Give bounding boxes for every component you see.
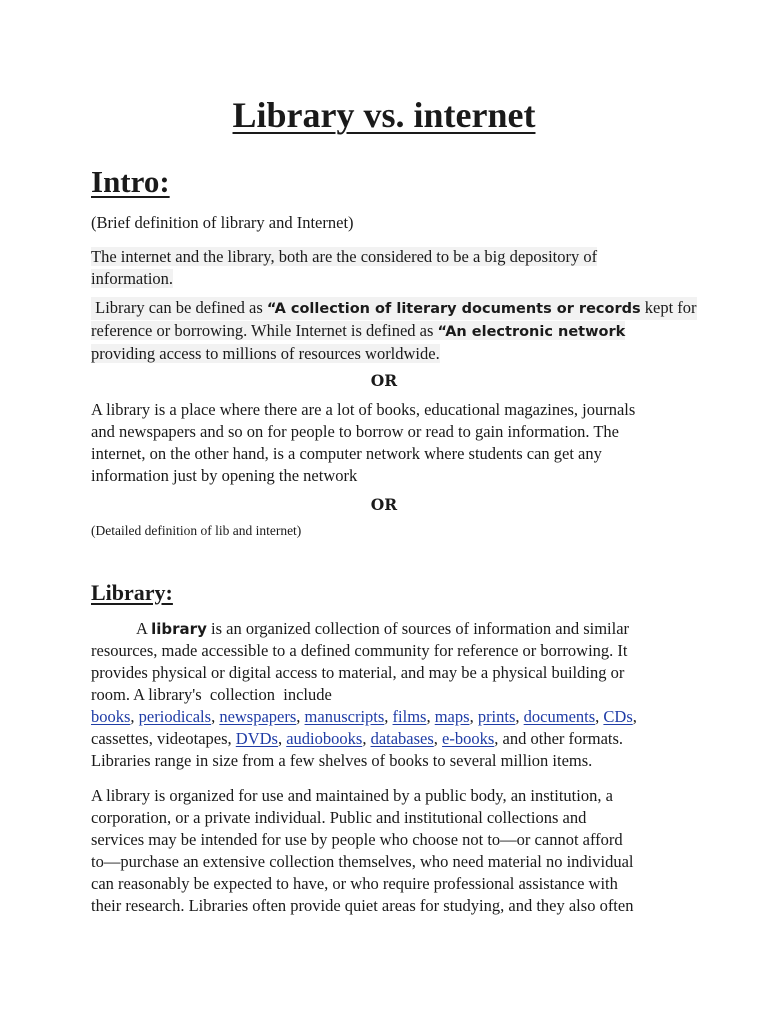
library-paragraph — [91, 618, 691, 772]
internet-definition: An electronic network — [445, 324, 626, 340]
intro-p2-line-2 — [91, 321, 625, 340]
intro-paragraph-2 — [91, 297, 697, 365]
library-p-line-4: room. A library's collection include — [91, 685, 332, 704]
link-ebooks[interactable]: e-books — [442, 729, 495, 748]
link-dvds[interactable]: DVDs — [235, 729, 278, 748]
library-p-line-7: Libraries range in size from a few shelves of books to several million items. — [91, 751, 593, 770]
intro-paragraph-3 — [91, 399, 691, 487]
intro-p3-line-4: information just by opening the network — [91, 466, 358, 485]
library-p2-line-3: services may be intended for use by people who choose not to—or cannot afford — [91, 830, 623, 849]
link-cds[interactable]: CDs — [603, 707, 633, 726]
library-p-formats-tail: , and other formats. — [494, 729, 624, 748]
library-p-line-2: resources, made accessible to a defined community for reference or borrowing. It — [91, 641, 628, 660]
intro-p2-line-1 — [91, 297, 697, 320]
library-p-line-3: provides physical or digital access to material, and may be a physical building or — [91, 663, 625, 682]
document-title-text: Library vs. internet — [232, 95, 536, 135]
library-p2-line-2: corporation, or a private individual. Public and institutional collections and — [91, 808, 587, 827]
link-audiobooks[interactable]: audiobooks — [286, 729, 363, 748]
library-paragraph-2 — [91, 785, 691, 917]
library-term: library — [151, 620, 207, 638]
definition-tail: kept for — [640, 298, 697, 317]
detailed-definition-note: (Detailed definition of lib and internet) — [91, 523, 302, 538]
intro-p3-line-3: internet, on the other hand, is a computer network where students can get any — [91, 444, 602, 463]
intro-p3-line-2: and newspapers and so on for people to borrow or read to gain information. The — [91, 422, 620, 441]
library-p2-line-5: can reasonably be expected to have, or who require professional assistance with — [91, 874, 618, 893]
library-p-line-6: cassettes, videotapes, DVDs, audiobooks, databases, e-books, and other formats. — [91, 729, 624, 748]
intro-p2-line-3: providing access to millions of resources worldwide. — [91, 344, 440, 363]
open-quote: “ — [266, 301, 275, 317]
library-p2-line-1: A library is organized for use and maintained by a public body, an institution, a — [91, 786, 613, 805]
link-databases[interactable]: databases — [370, 729, 434, 748]
library-p-line-1 — [91, 618, 691, 640]
or-separator-2: OR — [370, 495, 398, 514]
or-separator-1: OR — [370, 371, 398, 390]
link-films[interactable]: films — [392, 707, 427, 726]
intro-paragraph-1 — [91, 246, 691, 290]
library-heading: Library: — [91, 580, 173, 605]
link-documents[interactable]: documents — [523, 707, 596, 726]
intro-heading: Intro: — [91, 164, 170, 199]
library-p2-line-4: to—purchase an extensive collection themselves, who need material no individual — [91, 852, 634, 871]
link-manuscripts[interactable]: manuscripts — [304, 707, 385, 726]
open-quote-2: “ — [437, 324, 446, 340]
link-books[interactable]: books — [91, 707, 131, 726]
library-p-lead: A — [136, 619, 152, 638]
link-maps[interactable]: maps — [434, 707, 470, 726]
intro-p1-line-2: information. — [91, 269, 174, 288]
intro-subtitle: (Brief definition of library and Internet) — [91, 213, 354, 232]
library-p-tail: is an organized collection of sources of information and similar — [206, 619, 630, 638]
document-title — [0, 92, 768, 138]
library-p-formats-lead: cassettes, videotapes, — [91, 729, 236, 748]
library-p2-line-6: their research. Libraries often provide quiet areas for studying, and they also often — [91, 896, 634, 915]
intro-p1-line-1: The internet and the library, both are the considered to be a big depository of — [91, 247, 598, 266]
link-periodicals[interactable]: periodicals — [138, 707, 212, 726]
library-definition: A collection of literary documents or records — [274, 301, 641, 317]
library-p-links-line: books, periodicals, newspapers, manuscripts, films, maps, prints, documents, CDs, — [91, 707, 637, 726]
link-prints[interactable]: prints — [477, 707, 516, 726]
internet-definition-lead: reference or borrowing. While Internet is defined as — [91, 321, 438, 340]
definition-lead: Library can be defined as — [91, 298, 267, 317]
link-newspapers[interactable]: newspapers — [219, 707, 297, 726]
intro-p3-line-1: A library is a place where there are a lot of books, educational magazines, journals — [91, 400, 636, 419]
